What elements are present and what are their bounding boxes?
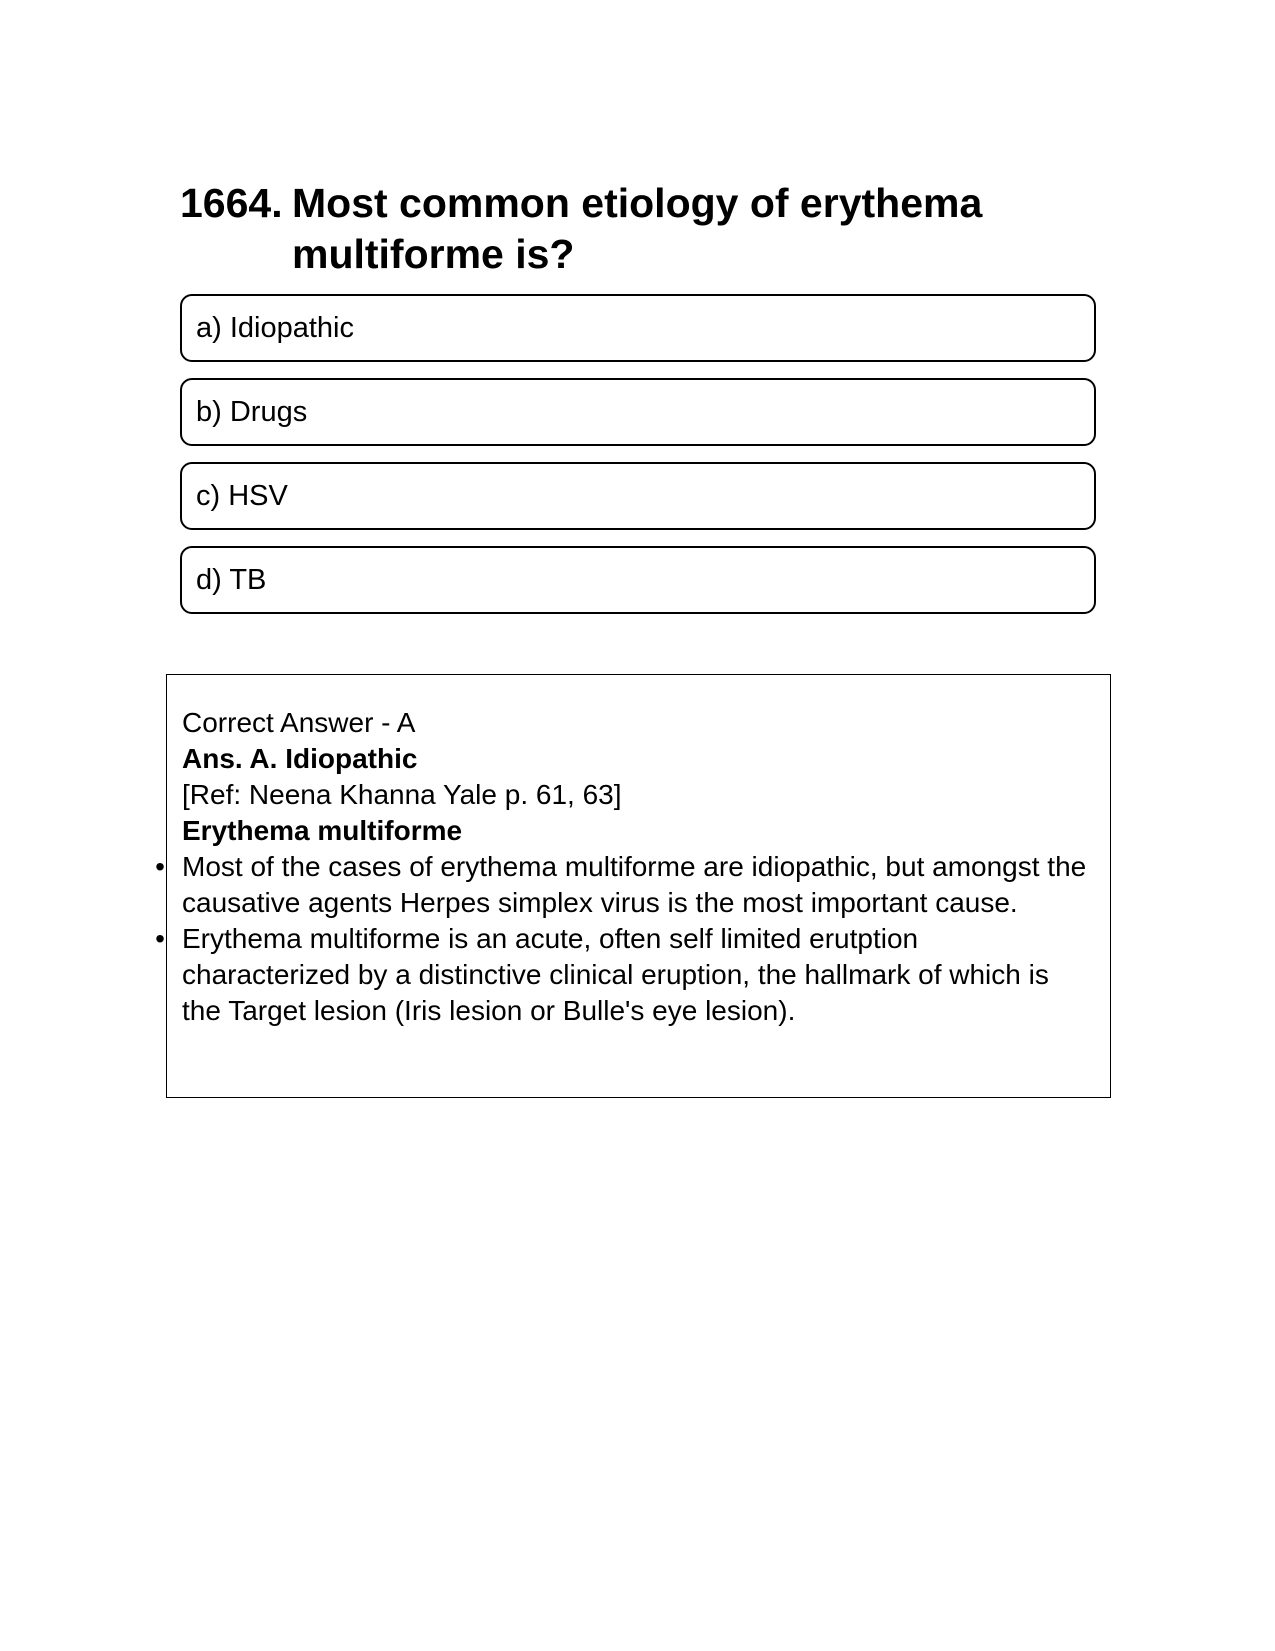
question-text: Most common etiology of erythema multiforme is? <box>292 180 983 277</box>
bullet-icon: • <box>155 851 165 882</box>
list-item <box>155 921 1087 1029</box>
answer-title: Ans. A. Idiopathic <box>182 743 418 774</box>
explanation-list <box>155 849 1087 1029</box>
options-list <box>180 294 1096 630</box>
list-item <box>155 849 1087 921</box>
answer-content <box>155 705 1087 1029</box>
list-item-text: Erythema multiforme is an acute, often self limited erutption characterized by a distinctive clinical eruption, the hallmark of which is the Target lesion (Iris lesion or Bulle's eye lesion). <box>182 923 1049 1026</box>
question-heading <box>180 178 1040 280</box>
option-d[interactable]: d) TB <box>180 546 1096 614</box>
question-number: 1664. <box>180 180 283 226</box>
list-item-text: Most of the cases of erythema multiforme are idiopathic, but amongst the causative agents Herpes simplex virus is the most important cause. <box>182 851 1087 918</box>
topic-heading: Erythema multiforme <box>182 815 463 846</box>
option-c[interactable]: c) HSV <box>180 462 1096 530</box>
option-b[interactable]: b) Drugs <box>180 378 1096 446</box>
bullet-icon: • <box>155 923 165 954</box>
reference-line: [Ref: Neena Khanna Yale p. 61, 63] <box>182 779 622 810</box>
answer-explanation-box <box>155 674 1111 1098</box>
option-a[interactable]: a) Idiopathic <box>180 294 1096 362</box>
correct-answer-line: Correct Answer - A <box>182 707 416 738</box>
